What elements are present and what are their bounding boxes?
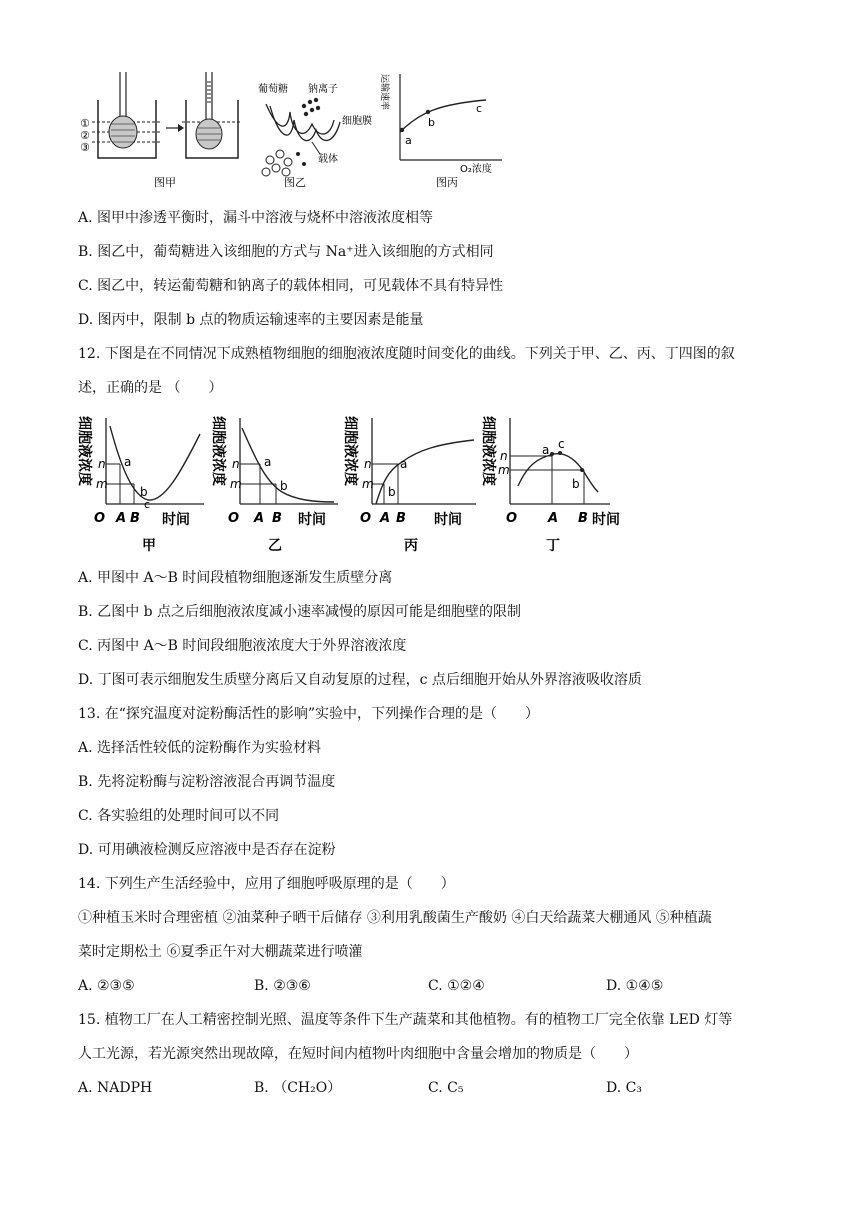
q12-bing-m: m — [362, 477, 374, 491]
jia-caption: 图甲 — [154, 176, 176, 189]
q15-option-a[interactable]: A. NADPH — [78, 1080, 153, 1096]
q12-jia-c: c — [144, 498, 151, 511]
q12-graph-ding — [480, 404, 630, 554]
jia-label-1: ① — [80, 117, 90, 130]
q11-option-b[interactable]: B. 图乙中，葡萄糖进入该细胞的方式与 Na⁺进入该细胞的方式相同 — [78, 244, 494, 260]
q12-yi-B: B — [272, 511, 282, 526]
q14-option-c[interactable]: C. ①②④ — [428, 978, 485, 994]
q12-bing-xlabel: 时间 — [434, 512, 462, 528]
q12-bing-B: B — [396, 511, 406, 526]
q14-option-d[interactable]: D. ①④⑤ — [606, 978, 664, 994]
bing-point-b: b — [428, 116, 435, 129]
q12-bing-a: a — [400, 457, 408, 471]
yi-glucose-label: 葡萄糖 — [258, 84, 288, 95]
q12-yi-A: A — [254, 511, 265, 526]
bing-ylabel: 运输速率 — [379, 74, 389, 111]
q12-yi-m: m — [230, 477, 242, 491]
figure-bing-drawing — [380, 72, 510, 194]
q12-jia-a: a — [124, 455, 132, 469]
q15-option-d[interactable]: D. C₃ — [606, 1080, 642, 1096]
q13-stem: 13. 在“探究温度对淀粉酶活性的影响”实验中，下列操作合理的是（ ） — [78, 706, 540, 722]
q13-option-b[interactable]: B. 先将淀粉酶与淀粉溶液混合再调节温度 — [78, 774, 336, 790]
q12-jia-B: B — [130, 511, 140, 526]
q14-option-a[interactable]: A. ②③⑤ — [78, 978, 135, 994]
q11-option-d[interactable]: D. 图丙中，限制 b 点的物质运输速率的主要因素是能量 — [78, 312, 424, 328]
q12-bing-n: n — [364, 457, 372, 471]
bing-point-c: c — [476, 102, 483, 115]
q12-option-a[interactable]: A. 甲图中 A～B 时间段植物细胞逐渐发生质壁分离 — [78, 570, 393, 586]
jia-label-2: ② — [80, 129, 90, 142]
q12-graph-yi — [210, 404, 340, 554]
q12-caption-bing: 丙 — [404, 538, 418, 554]
figure-bing — [380, 72, 510, 194]
q12-ding-n: n — [500, 449, 508, 463]
q12-bing-ylabel: 细胞液浓度 — [342, 416, 358, 486]
q13-option-c[interactable]: C. 各实验组的处理时间可以不同 — [78, 808, 280, 824]
q12-bing-A: A — [380, 511, 391, 526]
q12-ding-A: A — [548, 511, 559, 526]
q12-yi-b: b — [280, 479, 288, 493]
q14-stem: 14. 下列生产生活经验中，应用了细胞呼吸原理的是（ ） — [78, 876, 455, 892]
q12-yi-n: n — [232, 457, 240, 471]
q15-stem-line2: 人工光源，若光源突然出现故障，在短时间内植物叶肉细胞中含量会增加的物质是（ ） — [78, 1046, 638, 1062]
q12-option-b[interactable]: B. 乙图中 b 点之后细胞液浓度减小速率减慢的原因可能是细胞壁的限制 — [78, 604, 522, 620]
bing-point-a: a — [405, 134, 412, 147]
q12-yi-origin: O — [228, 511, 240, 526]
q12-yi-a: a — [264, 455, 272, 469]
q12-yi-ylabel: 细胞液浓度 — [210, 416, 226, 486]
q14-options-row — [78, 976, 778, 996]
q12-ding-B: B — [578, 511, 588, 526]
q13-option-a[interactable]: A. 选择活性较低的淀粉酶作为实验材料 — [78, 740, 322, 756]
figure-jia — [78, 72, 248, 194]
q12-ding-m: m — [498, 463, 510, 477]
q12-caption-yi: 乙 — [268, 538, 282, 554]
figure-yi — [258, 72, 372, 194]
q12-jia-xlabel: 时间 — [162, 512, 190, 528]
q15-options-row — [78, 1078, 778, 1098]
q15-stem-line1: 15. 植物工厂在人工精密控制光照、温度等条件下生产蔬菜和其他植物。有的植物工厂完全依靠 LED 灯等 — [78, 1012, 733, 1028]
q12-ding-xlabel: 时间 — [592, 512, 620, 528]
q12-stem-line2: 述，正确的是 （ ） — [78, 380, 223, 396]
q12-caption-ding: 丁 — [546, 538, 560, 554]
q12-bing-b: b — [388, 485, 396, 499]
q12-graph-bing — [342, 404, 478, 554]
q12-graph-jia — [76, 404, 206, 554]
figure-jia-drawing — [78, 72, 248, 194]
bing-xlabel: O₂浓度 — [460, 164, 492, 175]
q12-ding-a: a — [542, 443, 550, 457]
q14-items-line1: ①种植玉米时合理密植 ②油菜种子晒干后储存 ③利用乳酸菌生产酸奶 ④白天给蔬菜大棚通风 ⑤种植蔬 — [78, 910, 712, 926]
q11-option-a[interactable]: A. 图甲中渗透平衡时，漏斗中溶液与烧杯中溶液浓度相等 — [78, 210, 434, 226]
q14-option-b[interactable]: B. ②③⑥ — [254, 978, 311, 994]
yi-caption: 图乙 — [284, 176, 306, 189]
jia-label-3: ③ — [80, 141, 90, 154]
q12-yi-xlabel: 时间 — [298, 512, 326, 528]
q12-ding-ylabel: 细胞液浓度 — [480, 416, 496, 486]
q12-option-c[interactable]: C. 丙图中 A～B 时间段细胞液浓度大于外界溶液浓度 — [78, 638, 407, 654]
q12-jia-m: m — [96, 477, 108, 491]
q12-bing-origin: O — [360, 511, 372, 526]
figure-yi-drawing — [258, 72, 372, 194]
q15-option-b[interactable]: B. （CH₂O） — [254, 1080, 342, 1096]
q12-ding-origin: O — [506, 511, 518, 526]
q12-stem-line1: 12. 下图是在不同情况下成熟植物细胞的细胞液浓度随时间变化的曲线。下列关于甲、乙、丙、丁四图的叙 — [78, 346, 735, 362]
q12-jia-n: n — [98, 457, 106, 471]
q12-option-d[interactable]: D. 丁图可表示细胞发生质壁分离后又自动复原的过程，c 点后细胞开始从外界溶液吸收溶质 — [78, 672, 642, 688]
q12-jia-ylabel: 细胞液浓度 — [76, 416, 92, 486]
q12-jia-origin: O — [94, 511, 106, 526]
yi-membrane-label: 细胞膜 — [342, 116, 372, 127]
yi-sodium-label: 钠离子 — [308, 84, 338, 95]
bing-caption: 图丙 — [436, 176, 458, 189]
yi-carrier-label: 载体 — [318, 154, 338, 165]
q14-items-line2: 菜时定期松土 ⑥夏季正午对大棚蔬菜进行喷灌 — [78, 944, 363, 960]
q12-jia-A: A — [116, 511, 127, 526]
q13-option-d[interactable]: D. 可用碘液检测反应溶液中是否存在淀粉 — [78, 842, 336, 858]
q12-jia-b: b — [140, 485, 148, 499]
q15-option-c[interactable]: C. C₅ — [428, 1080, 464, 1096]
q12-ding-b: b — [572, 477, 580, 491]
q12-caption-jia: 甲 — [142, 538, 156, 554]
q12-ding-c: c — [558, 437, 565, 451]
q11-option-c[interactable]: C. 图乙中，转运葡萄糖和钠离子的载体相同，可见载体不具有特异性 — [78, 278, 504, 294]
